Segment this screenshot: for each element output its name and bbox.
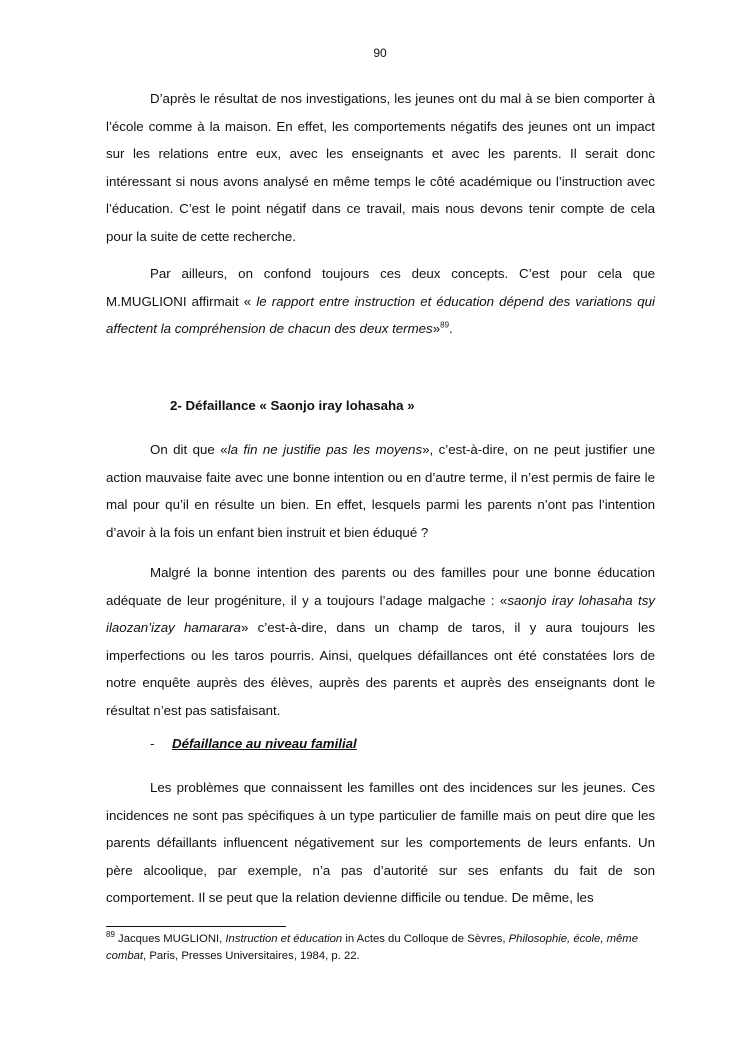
paragraph-5-text: Les problèmes que connaissent les familles ont des incidences sur les jeunes. Ces incidences ne sont pas spécifiques à un type particulier de famille mais on peut dire que les parents défaillants influencent négativement sur les comportements de leurs enfants. Un père alcoolique, par exemple, n’a pas d’autorité sur ses enfants du fait de son comportement. Il se peut que la relation devienne difficile ou tendue. De même, les	[106, 780, 655, 905]
malagasy-adage: saonjo iray lohasaha tsy ilaozan’izay hamarara	[106, 592, 655, 635]
subsection-heading	[150, 736, 357, 751]
footnote-end: , Paris, Presses Universitaires, 1984, p. 22.	[143, 950, 360, 962]
paragraph-5	[106, 774, 655, 912]
section-heading: 2- Défaillance « Saonjo iray lohasaha »	[170, 398, 415, 413]
paragraph-1-text: D’après le résultat de nos investigations, les jeunes ont du mal à se bien comporter à l’école comme à la maison. En effet, les comportements négatifs des jeunes ont un impact sur les relations entre eux, avec les enseignants et avec les parents. Il serait donc intéressant si nous avons analysé en même temps le côté académique ou l’instruction avec l’éducation. C’est le point négatif dans ce travail, mais nous devons tenir compte de cela pour la suite de cette recherche.	[106, 91, 655, 244]
muglioni-quote: le rapport entre instruction et éducation dépend des variations qui affectent la compréhension de chacun des deux termes	[106, 293, 656, 336]
subsection-title: Défaillance au niveau familial	[172, 736, 357, 751]
bullet-dash: -	[150, 736, 155, 751]
footnote-collection: Philosophie, école, même combat	[106, 933, 638, 962]
page-number: 90	[373, 46, 387, 60]
paragraph-1	[106, 85, 655, 250]
paragraph-4-intro: Malgré la bonne intention des parents ou des familles pour une bonne éducation adéquate de leur progéniture, il y a toujours l’adage malgache : «	[106, 565, 655, 608]
paragraph-4-text: » c’est-à-dire, dans un champ de taros, il y aura toujours les imperfections ou les taros pourris. Ainsi, quelques défaillances ont été constatées lors de notre enquête auprès des élèves, auprès des parents et auprès des enseignants dont le résultat n’est pas satisfaisant.	[106, 620, 655, 718]
footnote-author: Jacques MUGLIONI,	[114, 933, 226, 945]
footnote-separator	[106, 926, 286, 927]
paragraph-4	[106, 559, 655, 724]
footnote-middle: in Actes du Colloque de Sèvres,	[342, 933, 509, 945]
footnote-title: Instruction et éducation	[225, 933, 343, 945]
quote-close: »	[432, 321, 441, 336]
paragraph-3	[106, 436, 655, 546]
footnote	[106, 931, 655, 965]
paragraph-2-text: Par ailleurs, on confond toujours ces deux concepts. C’est pour cela que M.MUGLIONI affirmait «	[106, 266, 655, 309]
footnote-reference[interactable]: 89	[440, 320, 450, 330]
footnote-number: 89	[106, 930, 115, 940]
paragraph-2-end: .	[449, 321, 453, 336]
paragraph-3-text: », c’est-à-dire, on ne peut justifier une action mauvaise faite avec une bonne intention ou en d’autre terme, il n’est permis de faire le mal pour qu’il en résulte un bien. En effet, lesquels parmi les parents n’ont pas l’intention d’avoir à la fois un enfant bien instruit et bien éduqué ?	[106, 442, 655, 540]
paragraph-2	[106, 260, 655, 343]
proverb-quote: la fin ne justifie pas les moyens	[227, 442, 423, 457]
paragraph-3-intro: On dit que «	[150, 442, 228, 457]
